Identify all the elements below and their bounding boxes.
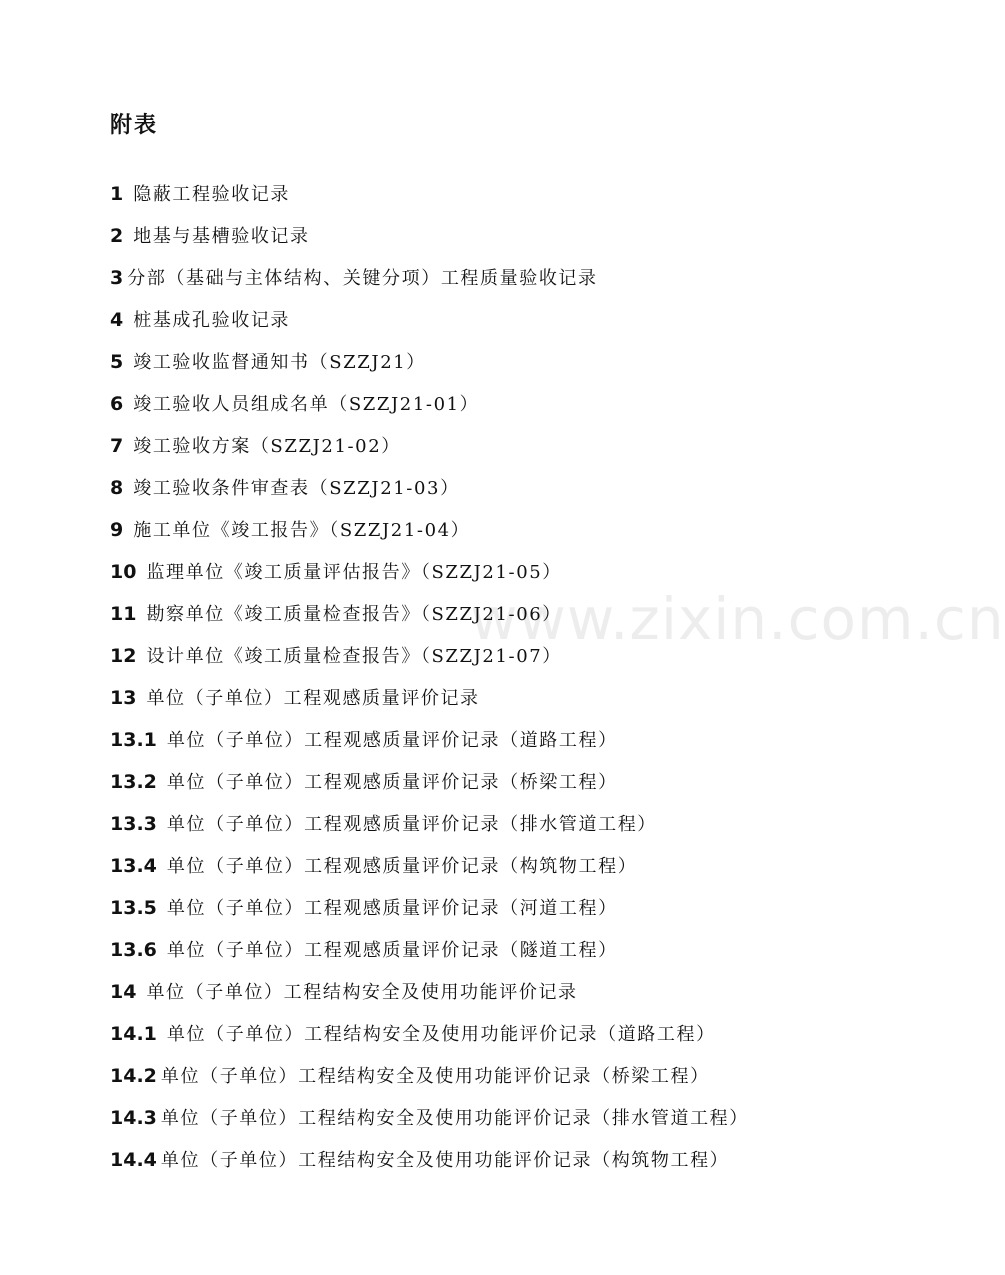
item-text: 单位（子单位）工程观感质量评价记录（河道工程）	[166, 898, 618, 919]
item-number: 12	[110, 645, 137, 667]
list-item	[110, 848, 900, 890]
list-item	[110, 1142, 900, 1184]
item-number: 14.4	[110, 1149, 157, 1171]
item-text: 单位（子单位）工程结构安全及使用功能评价记录（桥梁工程）	[160, 1066, 710, 1087]
item-number: 3	[110, 267, 124, 289]
item-text: 竣工验收方案（SZZJ21-02）	[133, 436, 401, 457]
watermark: www.zixin.com.cn	[470, 585, 1005, 653]
list-item	[110, 680, 900, 722]
item-number: 1	[110, 183, 124, 205]
item-number: 6	[110, 393, 124, 415]
item-text: 隐蔽工程验收记录	[133, 184, 291, 205]
item-number: 8	[110, 477, 124, 499]
list-item	[110, 596, 900, 638]
item-text: 单位（子单位）工程观感质量评价记录	[146, 688, 480, 709]
list-item	[110, 428, 900, 470]
item-text: 单位（子单位）工程观感质量评价记录（道路工程）	[166, 730, 618, 751]
list-item	[110, 344, 900, 386]
item-number: 11	[110, 603, 137, 625]
list-item	[110, 554, 900, 596]
list-item	[110, 890, 900, 932]
item-text: 监理单位《竣工质量评估报告》（SZZJ21-05）	[146, 562, 562, 583]
list-item	[110, 764, 900, 806]
item-text: 单位（子单位）工程结构安全及使用功能评价记录	[146, 982, 578, 1003]
item-text: 单位（子单位）工程结构安全及使用功能评价记录（排水管道工程）	[160, 1108, 749, 1129]
list-item	[110, 218, 900, 260]
item-number: 14.2	[110, 1065, 157, 1087]
item-text: 单位（子单位）工程观感质量评价记录（排水管道工程）	[166, 814, 657, 835]
list-item	[110, 470, 900, 512]
appendix-list	[110, 176, 900, 1184]
list-item	[110, 512, 900, 554]
item-text: 竣工验收人员组成名单（SZZJ21-01）	[133, 394, 480, 415]
item-text: 竣工验收监督通知书（SZZJ21）	[133, 352, 426, 373]
list-item	[110, 1016, 900, 1058]
item-number: 13.4	[110, 855, 157, 877]
item-text: 分部（基础与主体结构、关键分项）工程质量验收记录	[127, 268, 598, 289]
list-item	[110, 386, 900, 428]
list-item	[110, 806, 900, 848]
list-item	[110, 932, 900, 974]
item-text: 勘察单位《竣工质量检查报告》（SZZJ21-06）	[146, 604, 562, 625]
item-text: 单位（子单位）工程结构安全及使用功能评价记录（道路工程）	[166, 1024, 716, 1045]
item-text: 单位（子单位）工程结构安全及使用功能评价记录（构筑物工程）	[160, 1150, 730, 1171]
item-text: 单位（子单位）工程观感质量评价记录（隧道工程）	[166, 940, 618, 961]
item-number: 9	[110, 519, 124, 541]
item-number: 5	[110, 351, 124, 373]
item-number: 14	[110, 981, 137, 1003]
item-number: 13.2	[110, 771, 157, 793]
list-item	[110, 260, 900, 302]
item-text: 竣工验收条件审查表（SZZJ21-03）	[133, 478, 460, 499]
item-number: 14.1	[110, 1023, 157, 1045]
item-text: 施工单位《竣工报告》（SZZJ21-04）	[133, 520, 471, 541]
item-number: 7	[110, 435, 124, 457]
page-title: 附表	[110, 113, 159, 138]
list-item	[110, 974, 900, 1016]
item-text: 设计单位《竣工质量检查报告》（SZZJ21-07）	[146, 646, 562, 667]
item-text: 桩基成孔验收记录	[133, 310, 291, 331]
item-number: 4	[110, 309, 124, 331]
item-number: 13.5	[110, 897, 157, 919]
item-number: 13.3	[110, 813, 157, 835]
item-text: 单位（子单位）工程观感质量评价记录（构筑物工程）	[166, 856, 638, 877]
item-number: 13.6	[110, 939, 157, 961]
item-text: 单位（子单位）工程观感质量评价记录（桥梁工程）	[166, 772, 618, 793]
list-item	[110, 722, 900, 764]
list-item	[110, 1058, 900, 1100]
list-item	[110, 302, 900, 344]
list-item	[110, 176, 900, 218]
item-text: 地基与基槽验收记录	[133, 226, 310, 247]
list-item	[110, 1100, 900, 1142]
item-number: 2	[110, 225, 124, 247]
list-item	[110, 638, 900, 680]
item-number: 10	[110, 561, 137, 583]
item-number: 13.1	[110, 729, 157, 751]
item-number: 13	[110, 687, 137, 709]
item-number: 14.3	[110, 1107, 157, 1129]
